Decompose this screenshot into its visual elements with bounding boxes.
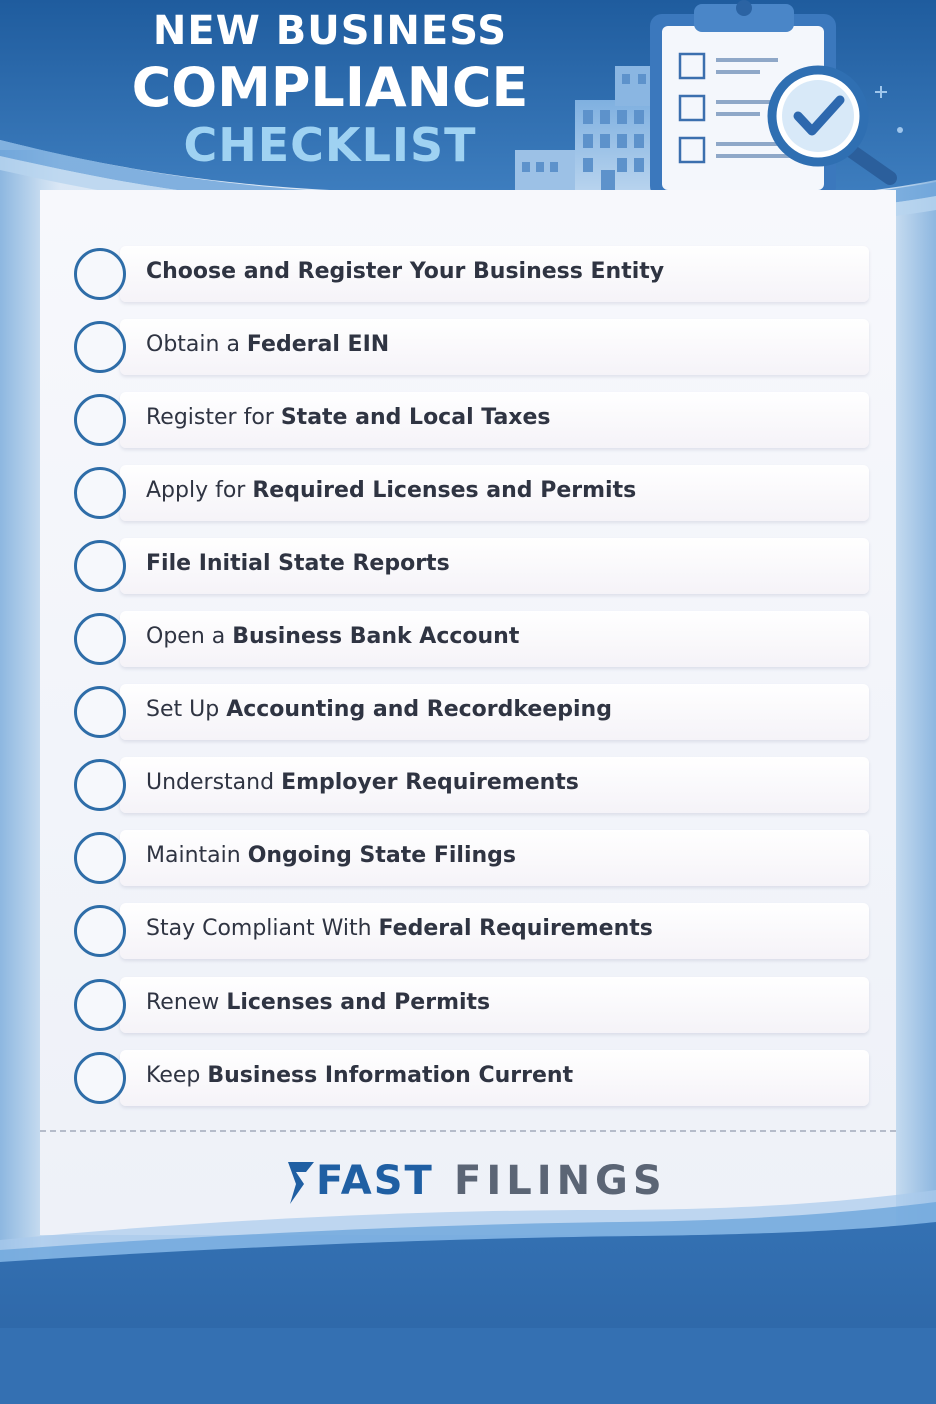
checklist-item-label: Apply for Required Licenses and Permits [146, 478, 637, 503]
checklist-item-label: Open a Business Bank Account [146, 624, 520, 649]
title-line-2: COMPLIANCE [131, 56, 529, 119]
checklist-item[interactable] [72, 538, 869, 594]
checkbox-circle-icon[interactable] [74, 467, 126, 519]
footer-wave [0, 1180, 936, 1404]
logo-text-fast: FAST [316, 1158, 434, 1204]
title-line-3: CHECKLIST [183, 118, 477, 172]
checklist-item-label: File Initial State Reports [146, 551, 450, 576]
checklist-item[interactable] [72, 465, 869, 521]
checklist-item[interactable] [72, 830, 869, 886]
checkbox-circle-icon[interactable] [74, 394, 126, 446]
title-line-1: NEW BUSINESS [152, 8, 508, 54]
checklist-item-label: Renew Licenses and Permits [146, 990, 491, 1015]
checklist-item-label: Understand Employer Requirements [146, 770, 579, 795]
checklist-item-label: Register for State and Local Taxes [146, 405, 551, 430]
checklist-item[interactable] [72, 1050, 869, 1106]
checkbox-circle-icon[interactable] [74, 1052, 126, 1104]
checkbox-circle-icon[interactable] [74, 248, 126, 300]
checklist-item[interactable] [72, 977, 869, 1033]
checklist-item[interactable] [72, 392, 869, 448]
checklist-item-label: Obtain a Federal EIN [146, 332, 390, 357]
logo-text-filings: FILINGS [454, 1158, 667, 1204]
checkbox-circle-icon[interactable] [74, 905, 126, 957]
checklist-item-label: Maintain Ongoing State Filings [146, 843, 516, 868]
checkbox-circle-icon[interactable] [74, 321, 126, 373]
checklist-item-label: Keep Business Information Current [146, 1063, 574, 1088]
checkbox-circle-icon[interactable] [74, 540, 126, 592]
checklist-item-label: Stay Compliant With Federal Requirements [146, 916, 653, 941]
checklist-item[interactable] [72, 611, 869, 667]
checklist-item[interactable] [72, 246, 869, 302]
checklist-item[interactable] [72, 757, 869, 813]
checkbox-circle-icon[interactable] [74, 759, 126, 811]
checklist-item-label: Set Up Accounting and Recordkeeping [146, 697, 612, 722]
checkbox-circle-icon[interactable] [74, 979, 126, 1031]
divider [40, 1130, 896, 1132]
checkbox-circle-icon[interactable] [74, 832, 126, 884]
checklist-item[interactable] [72, 684, 869, 740]
checklist-item-label: Choose and Register Your Business Entity [146, 259, 665, 284]
checkbox-circle-icon[interactable] [74, 686, 126, 738]
checklist-item[interactable] [72, 319, 869, 375]
checkbox-circle-icon[interactable] [74, 613, 126, 665]
checklist-item[interactable] [72, 903, 869, 959]
